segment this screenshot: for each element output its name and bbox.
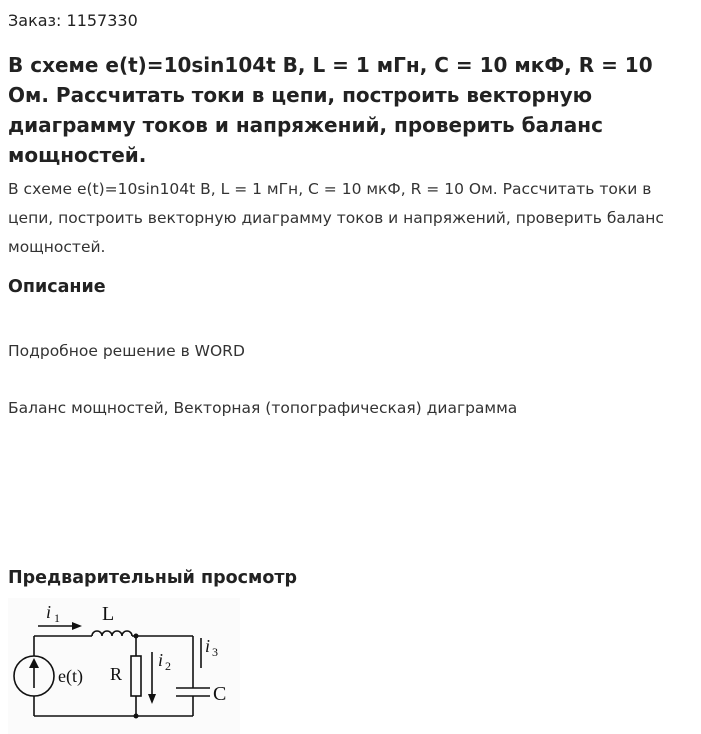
description-heading: Описание [8, 277, 106, 297]
label-C: C [213, 683, 227, 705]
description-line-balance: Баланс мощностей, Векторная (топографическая) диаграмма [8, 399, 518, 417]
junction-bottom [134, 714, 139, 719]
label-i3: i [205, 636, 211, 656]
description-line-word: Подробное решение в WORD [8, 342, 245, 360]
order-number: Заказ: 1157330 [8, 11, 138, 30]
preview-image [8, 598, 240, 734]
problem-text: В схеме e(t)=10sin104t В, L = 1 мГн, C = 10 мкФ, R = 10 Ом. Рассчитать токи в цепи, построить векторную диаграмму токов и напряжений, проверить баланс мощностей. [8, 180, 664, 256]
label-i1-sub: 1 [54, 611, 60, 625]
circuit-diagram [8, 598, 240, 734]
label-i1: i [46, 602, 52, 622]
i1-arrowhead [72, 622, 82, 630]
inductor-symbol [92, 631, 132, 636]
problem-title: В схеме e(t)=10sin104t В, L = 1 мГн, C = 10 мкФ, R = 10 Ом. Рассчитать токи в цепи, построить векторную диаграмму токов и напряжений, проверить баланс мощностей. [8, 53, 653, 167]
label-R: R [110, 664, 123, 684]
label-i3-sub: 3 [212, 645, 218, 659]
preview-heading: Предварительный просмотр [8, 568, 298, 588]
label-i2: i [158, 650, 164, 670]
i2-arrowhead [148, 694, 156, 704]
label-L: L [102, 603, 115, 625]
resistor-symbol [131, 656, 141, 696]
label-source: e(t) [58, 666, 83, 686]
label-i2-sub: 2 [165, 659, 171, 673]
junction-top [134, 634, 139, 639]
source-arrowhead [29, 658, 39, 668]
